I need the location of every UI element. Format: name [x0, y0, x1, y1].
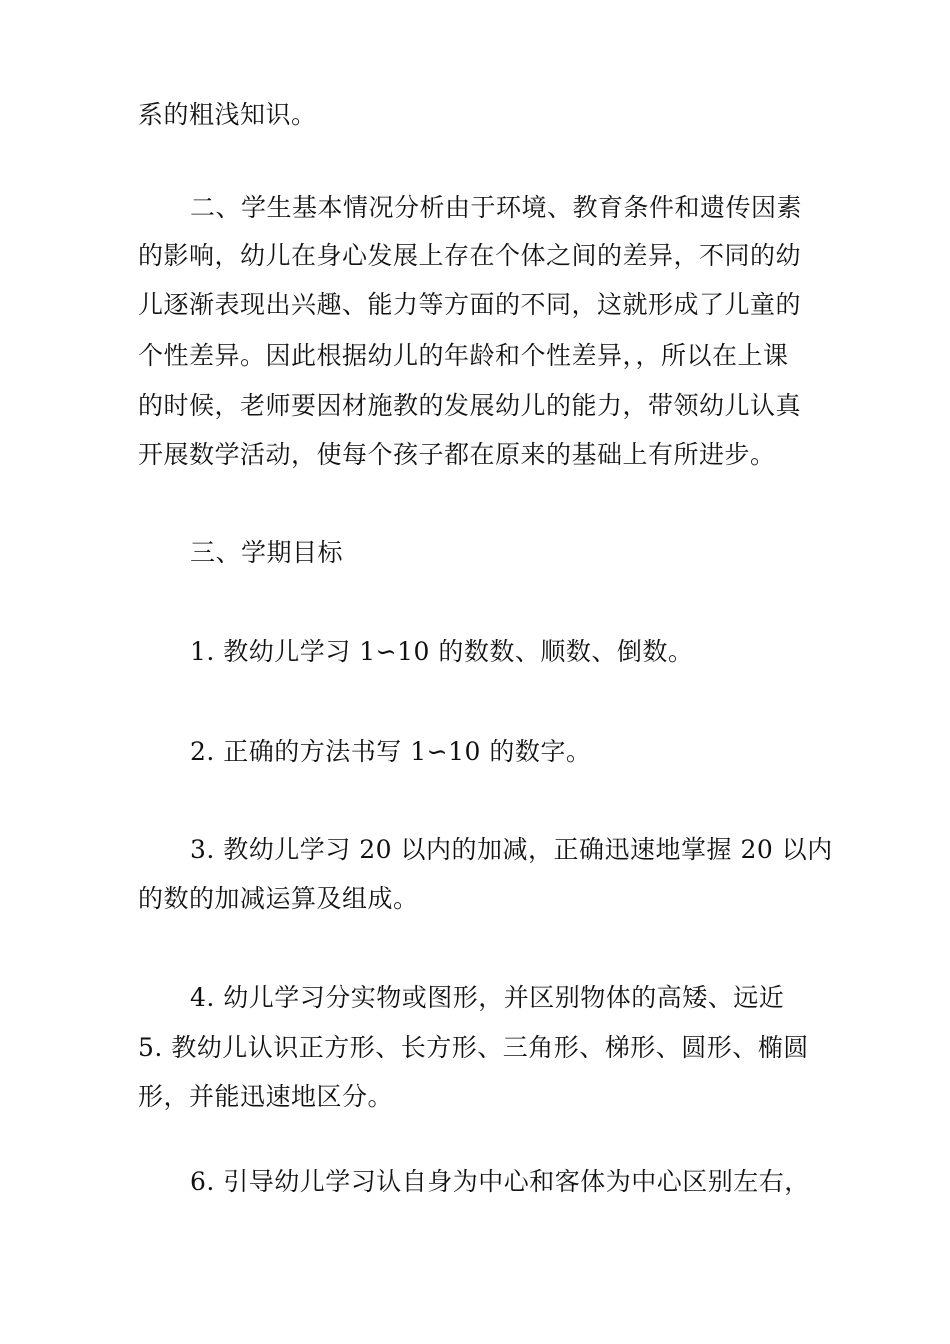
text-line: 开展数学活动，使每个孩子都在原来的基础上有所进步。	[138, 440, 776, 469]
text-line: 形，并能迅速地区分。	[138, 1082, 394, 1111]
list-item-5: 5. 教幼儿认识正方形、长方形、三角形、梯形、圆形、椭圆	[138, 1033, 809, 1062]
section-heading-3: 三、学期目标	[190, 538, 344, 567]
list-item-6: 6. 引导幼儿学习认自身为中心和客体为中心区别左右，	[190, 1167, 810, 1196]
list-item-2: 2. 正确的方法书写 1∽10 的数字。	[190, 737, 592, 766]
text-line: 的数的加减运算及组成。	[138, 884, 419, 913]
text-line: 儿逐渐表现出兴趣、能力等方面的不同，这就形成了儿童的	[138, 290, 802, 319]
text-line: 个性差异。因此根据幼儿的年龄和个性差异，，所以在上课	[138, 341, 789, 370]
text-line: 的影响，幼儿在身心发展上存在个体之间的差异，不同的幼	[138, 241, 802, 270]
text-line: 的时候，老师要因材施教的发展幼儿的能力，带领幼儿认真	[138, 391, 802, 420]
list-item-4: 4. 幼儿学习分实物或图形，并区别物体的高矮、远近	[190, 983, 785, 1012]
list-item-1: 1. 教幼儿学习 1∽10 的数数、顺数、倒数。	[190, 637, 694, 666]
section-heading-2: 二、学生基本情况分析由于环境、教育条件和遗传因素	[190, 193, 803, 222]
text-line: 系的粗浅知识。	[138, 100, 317, 129]
list-item-3: 3. 教幼儿学习 20 以内的加减，正确迅速地掌握 20 以内	[190, 835, 833, 864]
